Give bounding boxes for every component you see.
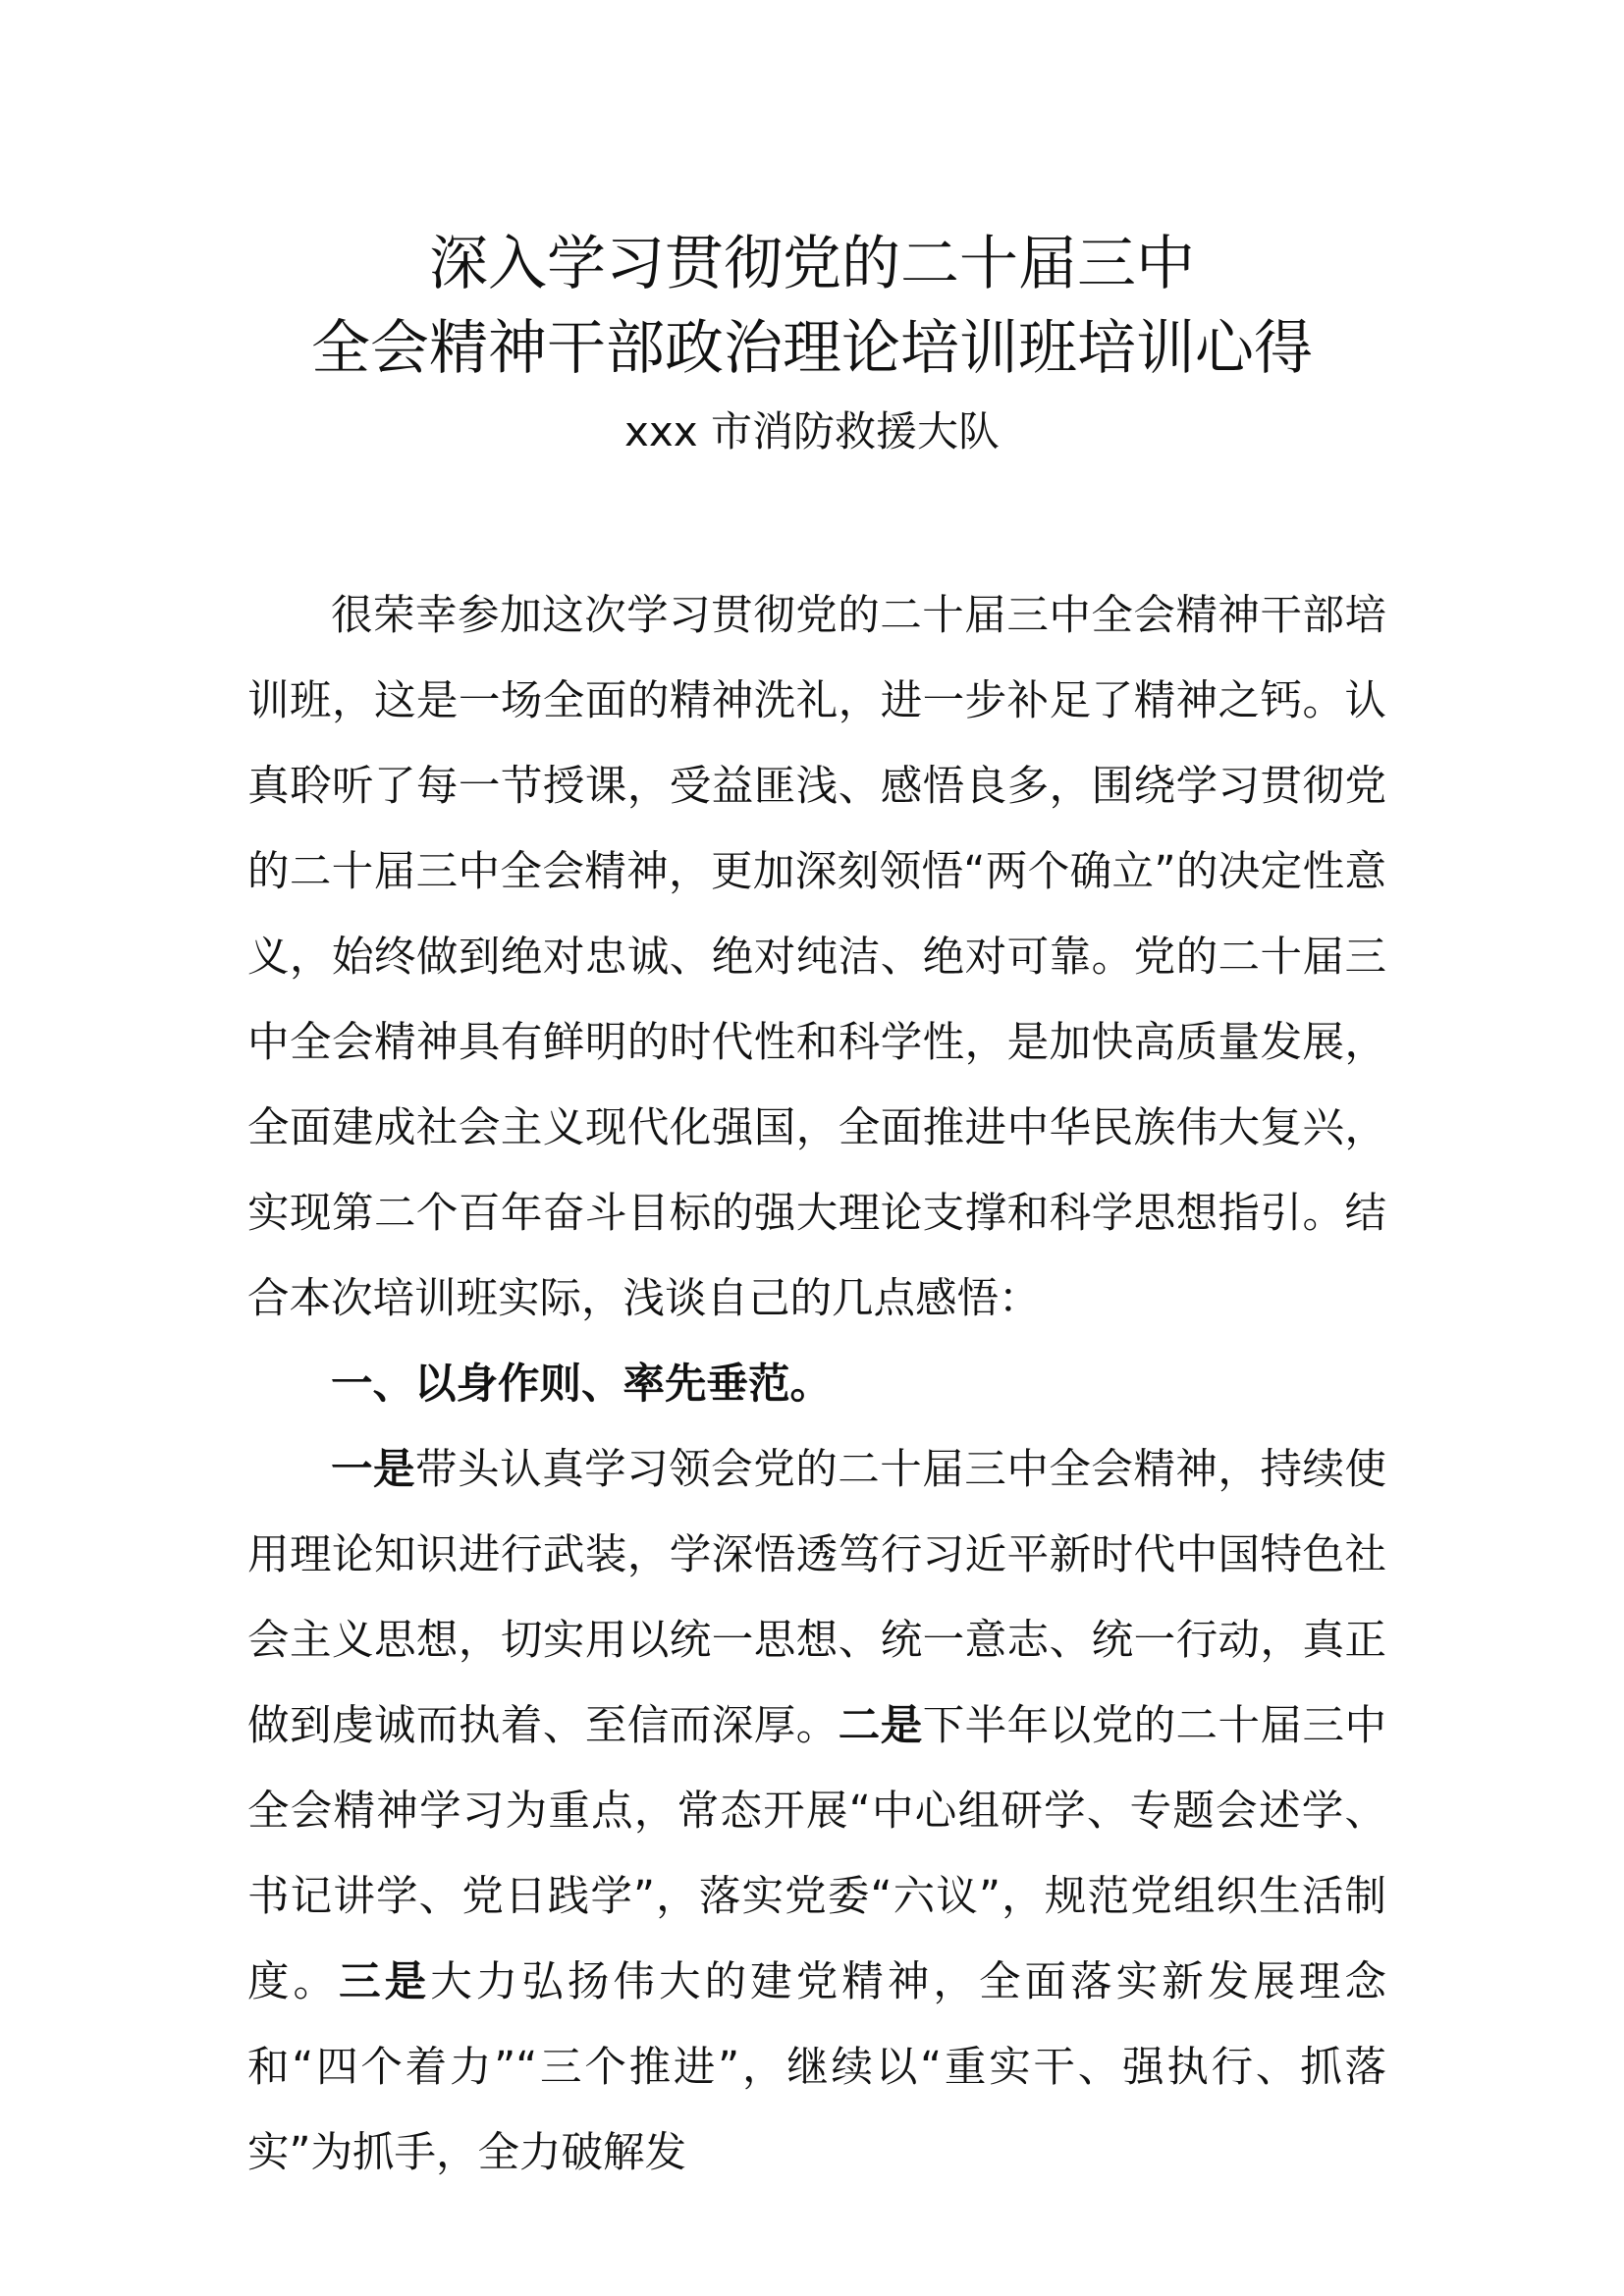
point-2-text: 下半年以党的二十届三中全会精神学习为重点，常态开展“中心组研学、专题会述学、书记讲学、党日践学”，落实党委“六议”，规范党组织生活制度。 [247,1702,1386,2006]
point-2-label: 二是 [838,1702,923,1750]
document-title-line-1: 深入学习贯彻党的二十届三中 [429,230,1195,298]
document-title-line-2: 全会精神干部政治理论培训班培训心得 [311,314,1313,383]
point-1-text: 带头认真学习领会党的二十届三中全会精神，持续使用理论知识进行武装，学深悟透笃行习近平新时代中国特色社会主义思想，切实用以统一思想、统一意志、统一行动，真正做到虔诚而执着、至信而深厚。 [247,1446,1386,1750]
document-author: xxx 市消防救援大队 [624,407,1000,455]
section-1-heading: 一、以身作则、率先垂范。 [331,1361,833,1409]
point-3-label: 三是 [339,1958,431,2006]
title-block [0,222,1624,463]
point-1-label: 一是 [331,1446,416,1494]
document-body [247,573,1386,2196]
point-3-text: 大力弘扬伟大的建党精神，全面落实新发展理念和“四个着力”“三个推进”，继续以“重实干、强执行、抓落实”为抓手，全力破解发 [247,1958,1386,2177]
section-1-paragraph [247,1427,1386,2196]
intro-paragraph: 很荣幸参加这次学习贯彻党的二十届三中全会精神干部培训班，这是一场全面的精神洗礼，进一步补足了精神之钙。认真聆听了每一节授课，受益匪浅、感悟良多，围绕学习贯彻党的二十届三中全会精神，更加深刻领悟“两个确立”的决定性意义，始终做到绝对忠诚、绝对纯洁、绝对可靠。党的二十届三中全会精神具有鲜明的时代性和科学性，是加快高质量发展，全面建成社会主义现代化强国，全面推进中华民族伟大复兴，实现第二个百年奋斗目标的强大理论支撑和科学思想指引。结合本次培训班实际，浅谈自己的几点感悟： [247,592,1386,1323]
